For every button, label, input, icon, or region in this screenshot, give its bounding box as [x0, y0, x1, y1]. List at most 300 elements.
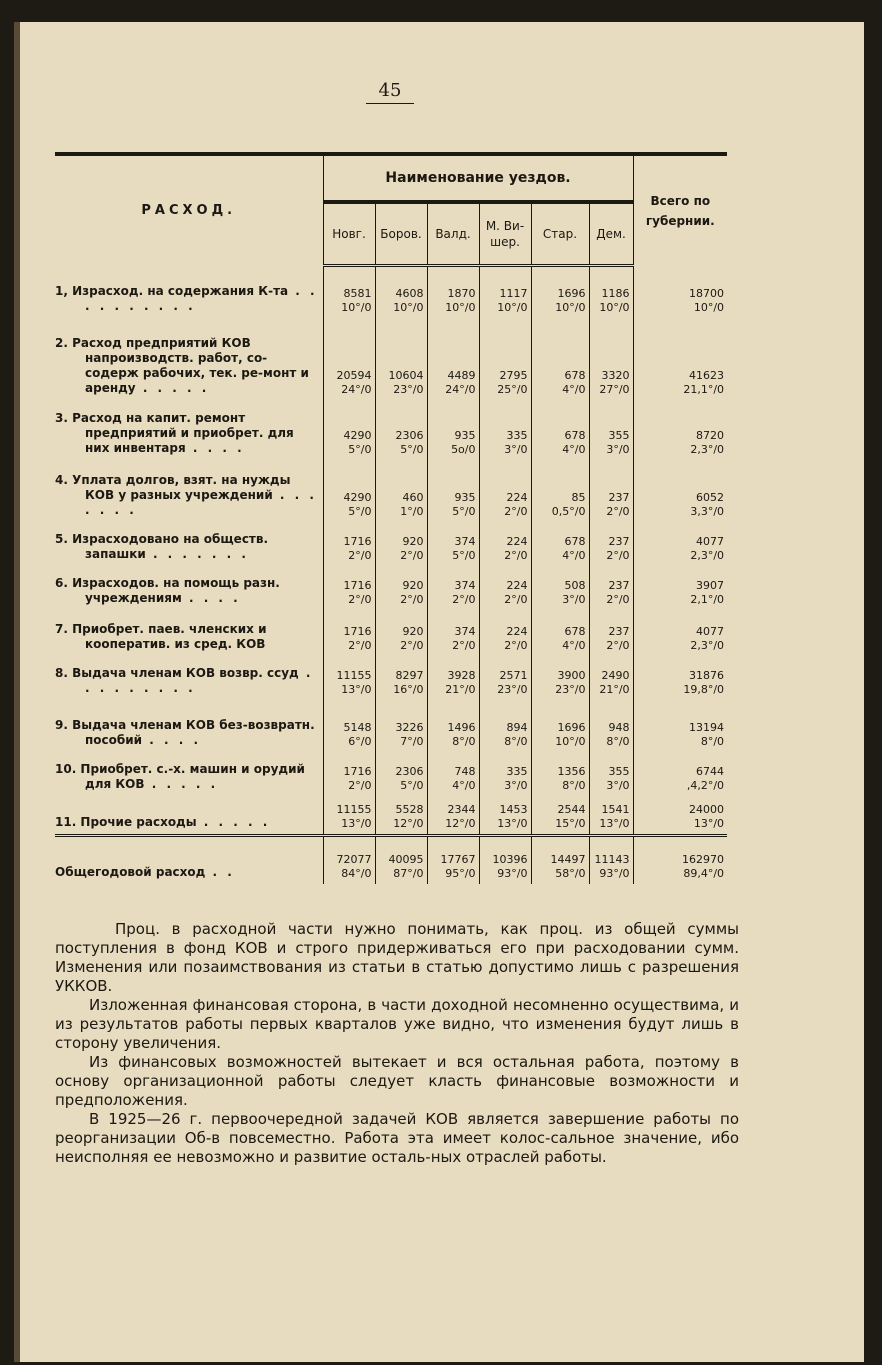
- table-cell: [427, 400, 479, 460]
- cell-percent: 10°/0: [555, 734, 586, 748]
- cell-value: 224: [506, 490, 528, 504]
- cell-value: 3320: [601, 368, 630, 382]
- table-cell: [589, 522, 633, 566]
- row-label: [55, 266, 323, 318]
- table-cell: [479, 400, 531, 460]
- column-header: М. Ви-шер.: [479, 202, 531, 266]
- cell-value: 678: [564, 534, 586, 548]
- table-row: [55, 656, 727, 700]
- table-cell: [323, 656, 375, 700]
- cell-value: 3907: [696, 578, 725, 592]
- cell-percent: 2°/0: [348, 638, 372, 652]
- cell-value: 894: [506, 720, 528, 734]
- cell-percent: 5°/0: [452, 504, 476, 518]
- table-row: [55, 266, 727, 318]
- cell-value: 4077: [696, 624, 725, 638]
- table-cell: [375, 400, 427, 460]
- cell-value: 17767: [440, 852, 476, 866]
- table-cell: [375, 266, 427, 318]
- table-cell: [531, 796, 589, 836]
- cell-percent: ,4,2°/0: [686, 778, 725, 792]
- cell-percent: 2°/0: [504, 504, 528, 518]
- cell-percent: 8°/0: [562, 778, 586, 792]
- row-label: [55, 318, 323, 400]
- row-label-text: 9. Выдача членам КОВ без-возвратн. пособий: [55, 717, 315, 747]
- cell-percent: 2°/0: [504, 548, 528, 562]
- table-cell: [589, 796, 633, 836]
- table-cell: [633, 566, 727, 610]
- table-cell: [323, 566, 375, 610]
- table-cell: [531, 566, 589, 610]
- cell-percent: 24°/0: [445, 382, 476, 396]
- table-row: [55, 796, 727, 836]
- paragraph: Из финансовых возможностей вытекает и вся остальная работа, поэтому в основу организационной работы следует класть финансовые возможности и предположения.: [55, 1053, 739, 1109]
- cell-percent: 15°/0: [555, 817, 586, 830]
- paragraph: Проц. в расходной части нужно понимать, как проц. из общей суммы поступления в фонд КОВ и строго придерживаться его при расходовании сумм. Изменения или позаимствования из статьи в статью допустимо лишь с разрешения УККОВ.: [55, 920, 739, 995]
- table-cell: [633, 318, 727, 400]
- cell-percent: 12°/0: [393, 817, 424, 830]
- cell-percent: 5°/0: [348, 504, 372, 518]
- table-cell: [531, 656, 589, 700]
- row-label-text: 5. Израсходовано на обществ. запашки: [55, 531, 269, 561]
- table-cell: [375, 566, 427, 610]
- cell-percent: 5°/0: [400, 778, 424, 792]
- cell-value: 335: [506, 428, 528, 442]
- districts-header: Наименование уездов.: [323, 154, 633, 202]
- cell-percent: 4°/0: [562, 548, 586, 562]
- cell-percent: 24°/0: [341, 382, 372, 396]
- cell-percent: 4°/0: [452, 778, 476, 792]
- table-cell: [479, 610, 531, 656]
- cell-percent: 8°/0: [606, 734, 630, 748]
- cell-percent: 2°/0: [606, 504, 630, 518]
- table-cell: [531, 610, 589, 656]
- cell-value: 355: [608, 764, 630, 778]
- cell-percent: 3°/0: [562, 592, 586, 606]
- cell-percent: 3,3°/0: [690, 504, 725, 518]
- table-cell: [323, 700, 375, 752]
- cell-value: 24000: [689, 803, 725, 816]
- table-cell: [427, 318, 479, 400]
- cell-value: 4608: [395, 286, 424, 300]
- column-header: Новг.: [323, 202, 375, 266]
- cell-value: 748: [454, 764, 476, 778]
- cell-value: 2344: [447, 803, 476, 816]
- table-cell: [427, 522, 479, 566]
- cell-value: 4290: [343, 490, 372, 504]
- cell-percent: 2,3°/0: [690, 548, 725, 562]
- cell-percent: 5°/0: [452, 548, 476, 562]
- cell-percent: 95°/0: [445, 866, 476, 880]
- leader-dots: . . . . .: [135, 380, 210, 395]
- body-text: [55, 920, 739, 1167]
- cell-percent: 23°/0: [497, 682, 528, 696]
- cell-percent: 5o/0: [451, 442, 476, 456]
- cell-value: 3226: [395, 720, 424, 734]
- cell-value: 2306: [395, 764, 424, 778]
- cell-percent: 1°/0: [400, 504, 424, 518]
- cell-value: 237: [608, 578, 630, 592]
- cell-percent: 2°/0: [504, 592, 528, 606]
- cell-percent: 4°/0: [562, 382, 586, 396]
- cell-percent: 13°/0: [341, 682, 372, 696]
- cell-percent: 5°/0: [400, 442, 424, 456]
- cell-value: 237: [608, 624, 630, 638]
- cell-value: 11155: [336, 668, 372, 682]
- cell-percent: 3°/0: [504, 442, 528, 456]
- cell-percent: 0,5°/0: [551, 504, 586, 518]
- cell-percent: 6°/0: [348, 734, 372, 748]
- cell-percent: 23°/0: [393, 382, 424, 396]
- cell-value: 1117: [499, 286, 528, 300]
- cell-value: 920: [402, 534, 424, 548]
- cell-percent: 13°/0: [497, 817, 528, 830]
- cell-value: 335: [506, 764, 528, 778]
- cell-value: 8720: [696, 428, 725, 442]
- cell-percent: 8°/0: [452, 734, 476, 748]
- table-cell: [479, 656, 531, 700]
- table-cell: [479, 700, 531, 752]
- cell-percent: 13°/0: [599, 817, 630, 830]
- table-cell: [479, 752, 531, 796]
- cell-value: 10604: [388, 368, 424, 382]
- cell-value: 14497: [550, 852, 586, 866]
- cell-value: 10396: [492, 852, 528, 866]
- table-cell: [323, 522, 375, 566]
- table-cell: [375, 318, 427, 400]
- row-label-text: 4. Уплата долгов, взят. на нужды КОВ у разных учреждений: [55, 472, 291, 502]
- table-cell: [375, 610, 427, 656]
- row-label: [55, 752, 323, 796]
- cell-value: 18700: [689, 286, 725, 300]
- cell-value: 678: [564, 624, 586, 638]
- cell-value: 678: [564, 368, 586, 382]
- rashod-header: РАСХОД.: [55, 154, 323, 266]
- table-cell: [375, 752, 427, 796]
- cell-value: 920: [402, 624, 424, 638]
- cell-percent: 21°/0: [445, 682, 476, 696]
- cell-percent: 3°/0: [606, 778, 630, 792]
- row-label-text: 6. Израсходов. на помощь разн. учреждениям: [55, 575, 280, 605]
- cell-percent: 2°/0: [504, 638, 528, 652]
- table-row: [55, 566, 727, 610]
- cell-percent: 84°/0: [341, 866, 372, 880]
- cell-percent: 2°/0: [348, 548, 372, 562]
- column-header: Валд.: [427, 202, 479, 266]
- table-cell: [375, 460, 427, 522]
- table-cell: [479, 266, 531, 318]
- cell-percent: 10°/0: [341, 300, 372, 314]
- paragraph: В 1925—26 г. первоочередной задачей КОВ является завершение работы по реорганизации Об-в повсеместно. Работа эта имеет колос-сальное значение, ибо неисполняя ее невозможно и развитие осталь-ных отраслей работы.: [55, 1110, 739, 1166]
- cell-value: 11143: [594, 852, 630, 866]
- cell-value: 224: [506, 624, 528, 638]
- table-cell: [323, 318, 375, 400]
- cell-value: 374: [454, 534, 476, 548]
- table-cell: [633, 700, 727, 752]
- cell-percent: 10°/0: [555, 300, 586, 314]
- cell-value: 1696: [557, 720, 586, 734]
- table-cell: [531, 836, 589, 884]
- table-cell: [427, 752, 479, 796]
- leader-dots: . . . . . . . . . .: [85, 283, 318, 313]
- cell-value: 40095: [388, 852, 424, 866]
- row-label-text: 1, Израсход. на содержания К-та: [55, 283, 289, 298]
- leader-dots: . . . . . . .: [85, 487, 317, 517]
- cell-value: 2571: [499, 668, 528, 682]
- cell-percent: 10°/0: [497, 300, 528, 314]
- cell-value: 2795: [499, 368, 528, 382]
- cell-value: 1696: [557, 286, 586, 300]
- table-cell: [589, 266, 633, 318]
- cell-percent: 4°/0: [562, 442, 586, 456]
- table-cell: [589, 460, 633, 522]
- cell-value: 948: [608, 720, 630, 734]
- table-cell: [323, 752, 375, 796]
- table-cell: [479, 566, 531, 610]
- cell-percent: 87°/0: [393, 866, 424, 880]
- table-cell: [427, 566, 479, 610]
- table-cell: [479, 522, 531, 566]
- table-cell: [531, 522, 589, 566]
- cell-percent: 2,1°/0: [690, 592, 725, 606]
- cell-percent: 10°/0: [393, 300, 424, 314]
- table-cell: [589, 836, 633, 884]
- table-cell: [427, 460, 479, 522]
- table-cell: [633, 836, 727, 884]
- row-label-text: 3. Расход на капит. ремонт предприятий и приобрет. для них инвентаря: [55, 410, 294, 455]
- cell-percent: 2,3°/0: [690, 442, 725, 456]
- table-cell: [375, 836, 427, 884]
- row-label: [55, 796, 323, 836]
- table-row: [55, 522, 727, 566]
- cell-percent: 5°/0: [348, 442, 372, 456]
- cell-percent: 27°/0: [599, 382, 630, 396]
- cell-value: 237: [608, 490, 630, 504]
- table-cell: [479, 836, 531, 884]
- cell-value: 374: [454, 578, 476, 592]
- cell-value: 1496: [447, 720, 476, 734]
- cell-value: 1716: [343, 624, 372, 638]
- cell-value: 374: [454, 624, 476, 638]
- cell-percent: 8°/0: [504, 734, 528, 748]
- table-cell: [589, 700, 633, 752]
- page-number: 45: [360, 80, 420, 101]
- cell-value: 2490: [601, 668, 630, 682]
- table-row: [55, 752, 727, 796]
- row-label-text: Общегодовой расход: [55, 864, 206, 879]
- table-cell: [375, 700, 427, 752]
- table-cell: [633, 752, 727, 796]
- table-row: [55, 400, 727, 460]
- cell-value: 237: [608, 534, 630, 548]
- cell-percent: 7°/0: [400, 734, 424, 748]
- leader-dots: . . . . .: [196, 815, 271, 829]
- leader-dots: . . . .: [181, 590, 241, 605]
- table-cell: [323, 266, 375, 318]
- cell-percent: 2°/0: [400, 548, 424, 562]
- table-cell: [531, 460, 589, 522]
- cell-value: 920: [402, 578, 424, 592]
- row-label: [55, 522, 323, 566]
- cell-value: 85: [571, 490, 586, 504]
- cell-percent: 2°/0: [400, 592, 424, 606]
- table-cell: [375, 522, 427, 566]
- cell-value: 1716: [343, 578, 372, 592]
- cell-percent: 2°/0: [348, 778, 372, 792]
- cell-percent: 89,4°/0: [683, 866, 725, 880]
- cell-value: 6744: [696, 764, 725, 778]
- cell-value: 224: [506, 578, 528, 592]
- table-cell: [479, 460, 531, 522]
- table-cell: [375, 796, 427, 836]
- cell-value: 1356: [557, 764, 586, 778]
- leader-dots: . . . . . . . . .: [85, 665, 314, 695]
- row-label: [55, 610, 323, 656]
- cell-percent: 21°/0: [599, 682, 630, 696]
- cell-value: 8297: [395, 668, 424, 682]
- cell-percent: 2°/0: [400, 638, 424, 652]
- cell-value: 4489: [447, 368, 476, 382]
- cell-value: 224: [506, 534, 528, 548]
- table-row: [55, 460, 727, 522]
- cell-value: 2544: [557, 803, 586, 816]
- table-cell: [531, 318, 589, 400]
- table-cell: [427, 656, 479, 700]
- cell-percent: 2°/0: [452, 638, 476, 652]
- paragraph: Изложенная финансовая сторона, в части доходной несомненно осуществима, и из результатов работы первых кварталов уже видно, что изменения будут лишь в сторону увеличения.: [55, 996, 739, 1052]
- cell-percent: 23°/0: [555, 682, 586, 696]
- table-cell: [323, 610, 375, 656]
- row-label: [55, 836, 323, 884]
- cell-percent: 8°/0: [700, 734, 725, 748]
- cell-percent: 19,8°/0: [683, 682, 725, 696]
- expense-table: [55, 152, 727, 884]
- table-cell: [589, 610, 633, 656]
- cell-percent: 2,3°/0: [690, 638, 725, 652]
- cell-percent: 2°/0: [606, 592, 630, 606]
- column-header: Дем.: [589, 202, 633, 266]
- table-cell: [323, 836, 375, 884]
- total-row: [55, 836, 727, 884]
- table-cell: [531, 400, 589, 460]
- cell-value: 41623: [689, 368, 725, 382]
- leader-dots: . . . .: [142, 732, 202, 747]
- cell-value: 4290: [343, 428, 372, 442]
- cell-value: 1716: [343, 764, 372, 778]
- column-header: Стар.: [531, 202, 589, 266]
- table-cell: [633, 610, 727, 656]
- total-header: Всего по губернии.: [633, 154, 727, 266]
- table-cell: [427, 610, 479, 656]
- cell-value: 8581: [343, 286, 372, 300]
- cell-value: 31876: [689, 668, 725, 682]
- cell-value: 5148: [343, 720, 372, 734]
- table-cell: [479, 318, 531, 400]
- cell-value: 508: [564, 578, 586, 592]
- cell-value: 1716: [343, 534, 372, 548]
- table-cell: [589, 318, 633, 400]
- cell-value: 1541: [601, 803, 630, 816]
- cell-percent: 4°/0: [562, 638, 586, 652]
- table-body: [55, 266, 727, 884]
- cell-percent: 93°/0: [497, 866, 528, 880]
- cell-value: 72077: [336, 852, 372, 866]
- leader-dots: . .: [205, 864, 235, 879]
- table-cell: [589, 566, 633, 610]
- cell-percent: 10°/0: [599, 300, 630, 314]
- table-row: [55, 700, 727, 752]
- table-cell: [531, 700, 589, 752]
- cell-percent: 2°/0: [348, 592, 372, 606]
- table-cell: [323, 460, 375, 522]
- table-cell: [427, 836, 479, 884]
- cell-value: 3900: [557, 668, 586, 682]
- table-row: [55, 610, 727, 656]
- cell-percent: 3°/0: [504, 778, 528, 792]
- cell-value: 11155: [336, 803, 372, 816]
- cell-value: 3928: [447, 668, 476, 682]
- table-cell: [531, 266, 589, 318]
- cell-value: 460: [402, 490, 424, 504]
- row-label: [55, 400, 323, 460]
- cell-percent: 93°/0: [599, 866, 630, 880]
- row-label-text: 11. Прочие расходы: [55, 815, 197, 829]
- table-cell: [427, 266, 479, 318]
- cell-percent: 3°/0: [606, 442, 630, 456]
- cell-percent: 2°/0: [452, 592, 476, 606]
- table-row: [55, 318, 727, 400]
- cell-value: 1186: [601, 286, 630, 300]
- cell-value: 20594: [336, 368, 372, 382]
- table-cell: [427, 796, 479, 836]
- leader-dots: . . . .: [185, 440, 245, 455]
- cell-value: 4077: [696, 534, 725, 548]
- table-cell: [633, 656, 727, 700]
- cell-percent: 13°/0: [693, 817, 725, 830]
- table-cell: [479, 796, 531, 836]
- cell-percent: 16°/0: [393, 682, 424, 696]
- row-label: [55, 700, 323, 752]
- cell-value: 1870: [447, 286, 476, 300]
- row-label-text: 8. Выдача членам КОВ возвр. ссуд: [55, 665, 299, 680]
- table-cell: [427, 700, 479, 752]
- cell-percent: 58°/0: [555, 866, 586, 880]
- cell-value: 6052: [696, 490, 725, 504]
- cell-percent: 2°/0: [606, 548, 630, 562]
- cell-percent: 2°/0: [606, 638, 630, 652]
- cell-value: 935: [454, 428, 476, 442]
- cell-value: 13194: [689, 720, 725, 734]
- row-label: [55, 460, 323, 522]
- cell-value: 2306: [395, 428, 424, 442]
- leader-dots: . . . . .: [144, 776, 219, 791]
- table-cell: [589, 752, 633, 796]
- table-cell: [633, 266, 727, 318]
- column-header: Боров.: [375, 202, 427, 266]
- cell-percent: 25°/0: [497, 382, 528, 396]
- table-cell: [589, 656, 633, 700]
- table-cell: [323, 400, 375, 460]
- row-label: [55, 566, 323, 610]
- table-cell: [323, 796, 375, 836]
- cell-percent: 12°/0: [445, 817, 476, 830]
- row-label-text: 7. Приобрет. паев. членских и кооператив. из сред. КОВ: [55, 621, 267, 651]
- table-cell: [633, 460, 727, 522]
- cell-percent: 10°/0: [445, 300, 476, 314]
- table-cell: [531, 752, 589, 796]
- cell-value: 5528: [395, 803, 424, 816]
- table-cell: [633, 796, 727, 836]
